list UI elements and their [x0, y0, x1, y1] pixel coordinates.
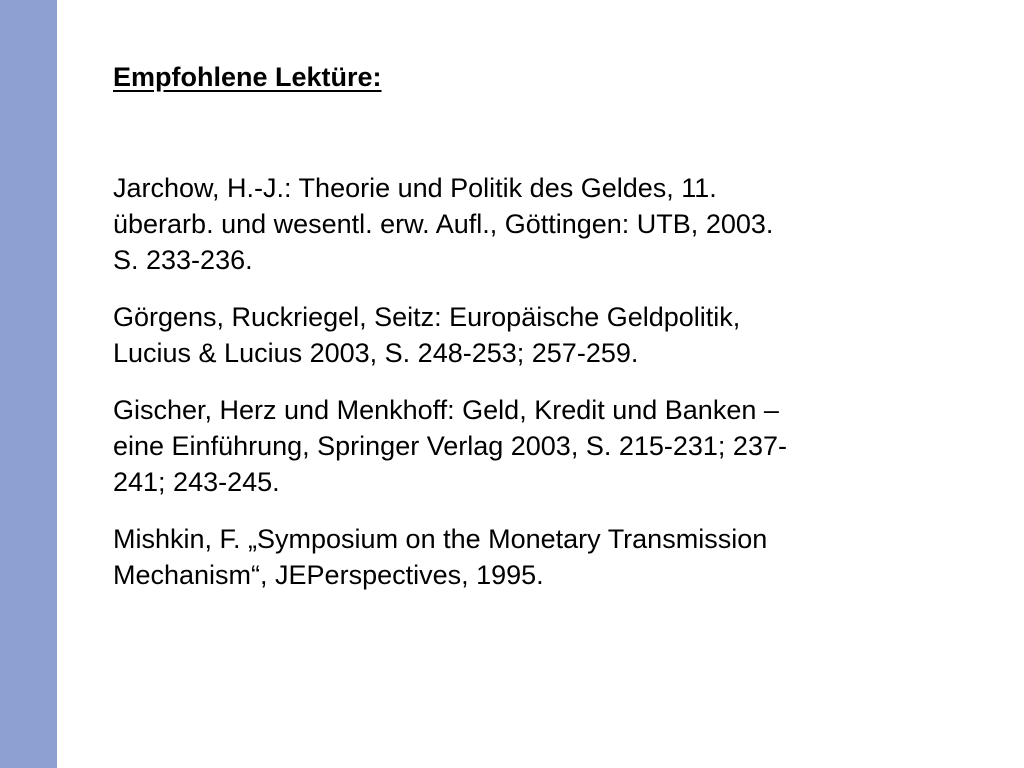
reference-entry-mishkin: Mishkin, F. „Symposium on the Monetary Transmission Mechanism“, JEPerspectives, 1995. — [113, 524, 768, 590]
slide-side-bar — [0, 0, 57, 768]
reference-entry-gischer: Gischer, Herz und Menkhoff: Geld, Kredit und Banken – eine Einführung, Springer Verlag 2003, S. 215-231; 237- 241; 243-245. — [113, 395, 787, 497]
slide-content — [113, 58, 983, 614]
reference-entry-goergens: Görgens, Ruckriegel, Seitz: Europäische Geldpolitik, Lucius & Lucius 2003, S. 248-253; 257-259. — [113, 302, 741, 368]
reference-entry-jarchow: Jarchow, H.-J.: Theorie und Politik des Geldes, 11. überarb. und wesentl. erw. Aufl., Göttingen: UTB, 2003. S. 233-236. — [113, 173, 774, 275]
slide-heading: Empfohlene Lektüre: — [113, 62, 382, 92]
reference-list — [113, 170, 983, 593]
